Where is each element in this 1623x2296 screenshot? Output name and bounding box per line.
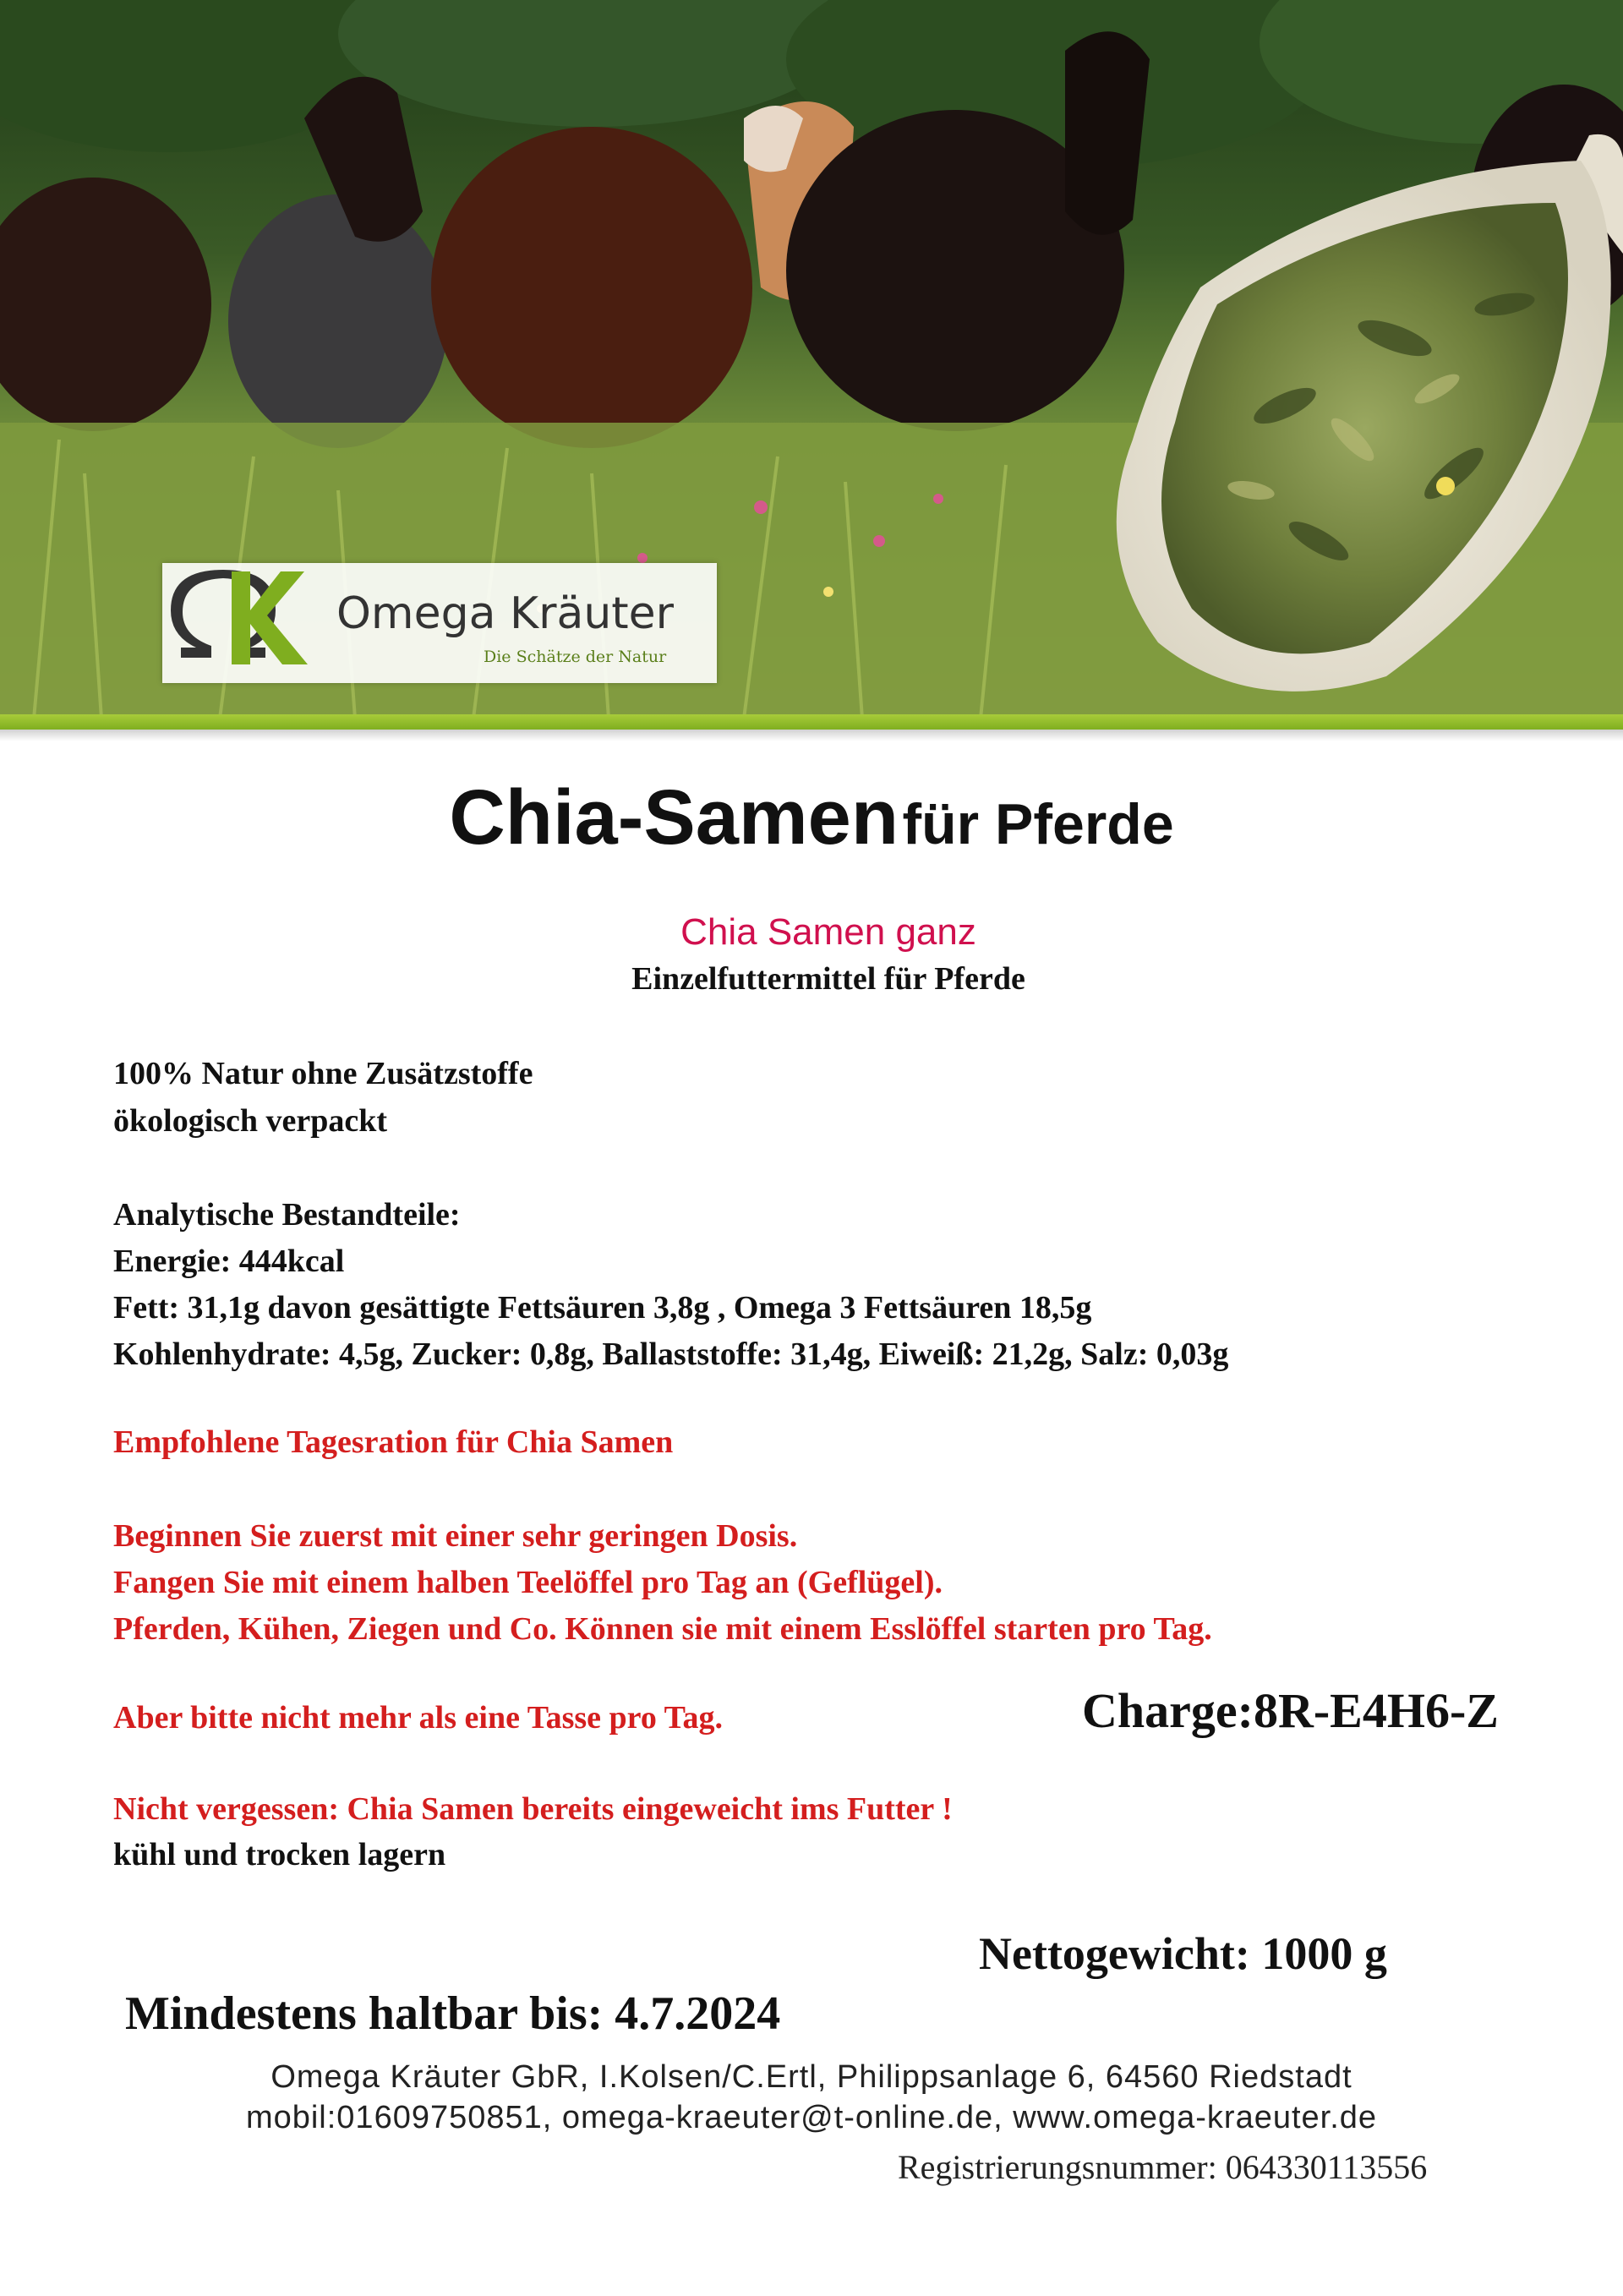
header-banner <box>0 0 1623 719</box>
registration-number: Registrierungsnummer: 064330113556 <box>898 2148 1428 2186</box>
storage-note: kühl und trocken lagern <box>113 1837 446 1872</box>
product-title <box>0 774 1623 862</box>
company-contact: mobil:01609750851, omega-kraeuter@t-online.de, www.omega-kraeuter.de <box>245 2100 1378 2135</box>
dosage-reminder: Nicht vergessen: Chia Samen bereits eingeweicht ims Futter ! <box>113 1791 953 1827</box>
green-divider <box>0 714 1623 730</box>
brand-logo <box>162 563 717 683</box>
brand-name: Omega Kräuter <box>336 588 675 639</box>
analysis-line: Kohlenhydrate: 4,5g, Zucker: 0,8g, Ballaststoffe: 31,4g, Eiweiß: 21,2g, Salz: 0,03g <box>113 1337 1229 1372</box>
dosage-line: Beginnen Sie zuerst mit einer sehr geringen Dosis. <box>113 1518 798 1554</box>
analysis-line: Fett: 31,1g davon gesättigte Fettsäuren 3,8g , Omega 3 Fettsäuren 18,5g <box>113 1290 1092 1326</box>
company-address: Omega Kräuter GbR, I.Kolsen/C.Ertl, Philippsanlage 6, 64560 Riedstadt <box>270 2059 1352 2095</box>
analysis-heading: Analytische Bestandteile: <box>113 1197 461 1233</box>
analysis-line: Energie: 444kcal <box>113 1244 345 1279</box>
net-weight: Nettogewicht: 1000 g <box>979 1928 1387 1979</box>
dosage-line: Fangen Sie mit einem halben Teelöffel pro Tag an (Geflügel). <box>113 1565 943 1600</box>
feature-line: ökologisch verpackt <box>113 1103 388 1139</box>
dosage-limit: Aber bitte nicht mehr als eine Tasse pro Tag. <box>113 1700 724 1736</box>
batch-number: Charge:8R-E4H6-Z <box>1082 1683 1499 1738</box>
dosage-heading: Empfohlene Tagesration für Chia Samen <box>113 1424 674 1460</box>
product-variant: Chia Samen ganz <box>680 911 976 953</box>
product-title-suffix: für Pferde <box>902 792 1174 856</box>
product-title-main: Chia-Samen <box>449 774 899 861</box>
brand-tagline: Die Schätze der Natur <box>484 648 667 666</box>
dosage-line: Pferden, Kühen, Ziegen und Co. Können sie mit einem Esslöffel starten pro Tag. <box>113 1611 1212 1647</box>
omega-k-logo-icon <box>162 563 314 668</box>
feature-line: 100% Natur ohne Zusätzstoffe <box>113 1056 533 1091</box>
best-before-date: Mindestens haltbar bis: 4.7.2024 <box>125 1987 781 2040</box>
product-category: Einzelfuttermittel für Pferde <box>631 961 1025 997</box>
